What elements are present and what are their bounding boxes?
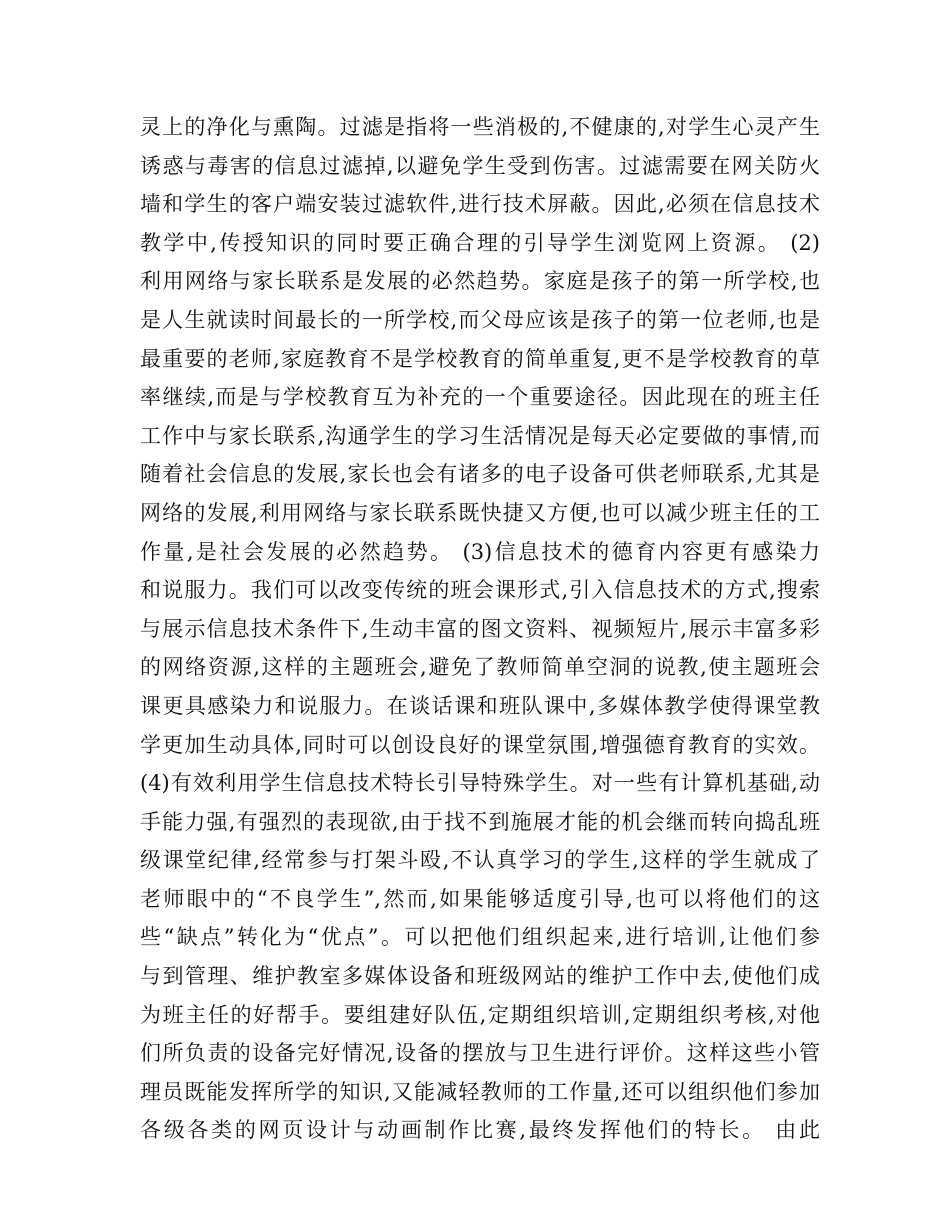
text-line: 级课堂纪律,经常参与打架斗殴,不认真学习的学生,这样的学生就成了 bbox=[140, 848, 820, 873]
text-line: 诱惑与毒害的信息过滤掉,以避免学生受到伤害。过滤需要在网关防火 bbox=[140, 153, 820, 178]
text-line: 灵上的净化与熏陶。过滤是指将一些消极的,不健康的,对学生心灵产生 bbox=[140, 115, 820, 139]
text-line: 与到管理、维护教室多媒体设备和班级网站的维护工作中去,使他们成 bbox=[140, 964, 820, 989]
text-line: 和说服力。我们可以改变传统的班会课形式,引入信息技术的方式,搜索 bbox=[140, 578, 820, 603]
text-line: 率继续,而是与学校教育互为补充的一个重要途径。因此现在的班主任 bbox=[140, 385, 820, 410]
text-line: 老师眼中的“不良学生”,然而,如果能够适度引导,也可以将他们的这 bbox=[140, 886, 820, 911]
text-line: 网络的发展,利用网络与家长联系既快捷又方便,也可以减少班主任的工 bbox=[140, 500, 820, 525]
text-line: 学更加生动具体,同时可以创设良好的课堂氛围,增强德育教育的实效。 bbox=[140, 732, 820, 757]
text-line: 作量,是社会发展的必然趋势。 (3)信息技术的德育内容更有感染力 bbox=[140, 539, 820, 564]
text-line: (4)有效利用学生信息技术特长引导特殊学生。对一些有计算机基础,动 bbox=[140, 771, 820, 796]
text-line: 为班主任的好帮手。要组建好队伍,定期组织培训,定期组织考核,对他 bbox=[140, 1002, 820, 1027]
text-line: 手能力强,有强烈的表现欲,由于找不到施展才能的机会继而转向捣乱班 bbox=[140, 809, 820, 834]
text-line: 教学中,传授知识的同时要正确合理的引导学生浏览网上资源。 (2) bbox=[140, 230, 820, 255]
text-line: 各级各类的网页设计与动画制作比赛,最终发挥他们的特长。 由此 bbox=[140, 1118, 820, 1143]
text-line: 课更具感染力和说服力。在谈话课和班队课中,多媒体教学使得课堂教 bbox=[140, 693, 820, 718]
text-line: 随着社会信息的发展,家长也会有诸多的电子设备可供老师联系,尤其是 bbox=[140, 462, 820, 487]
text-line: 与展示信息技术条件下,生动丰富的图文资料、视频短片,展示丰富多彩 bbox=[140, 616, 820, 641]
text-line: 的网络资源,这样的主题班会,避免了教师简单空洞的说教,使主题班会 bbox=[140, 655, 820, 680]
text-line: 墙和学生的客户端安装过滤软件,进行技术屏蔽。因此,必须在信息技术 bbox=[140, 192, 820, 217]
text-line: 工作中与家长联系,沟通学生的学习生活情况是每天必定要做的事情,而 bbox=[140, 423, 820, 448]
text-line: 最重要的老师,家庭教育不是学校教育的简单重复,更不是学校教育的草 bbox=[140, 346, 820, 371]
text-line: 些“缺点”转化为“优点”。可以把他们组织起来,进行培训,让他们参 bbox=[140, 925, 820, 950]
text-line: 是人生就读时间最长的一所学校,而父母应该是孩子的第一位老师,也是 bbox=[140, 307, 820, 332]
body-text bbox=[140, 108, 820, 1150]
text-line: 理员既能发挥所学的知识,又能减轻教师的工作量,还可以组织他们参加 bbox=[140, 1079, 820, 1104]
text-line: 们所负责的设备完好情况,设备的摆放与卫生进行评价。这样这些小管 bbox=[140, 1041, 820, 1066]
text-line: 利用网络与家长联系是发展的必然趋势。家庭是孩子的第一所学校,也 bbox=[140, 269, 820, 294]
